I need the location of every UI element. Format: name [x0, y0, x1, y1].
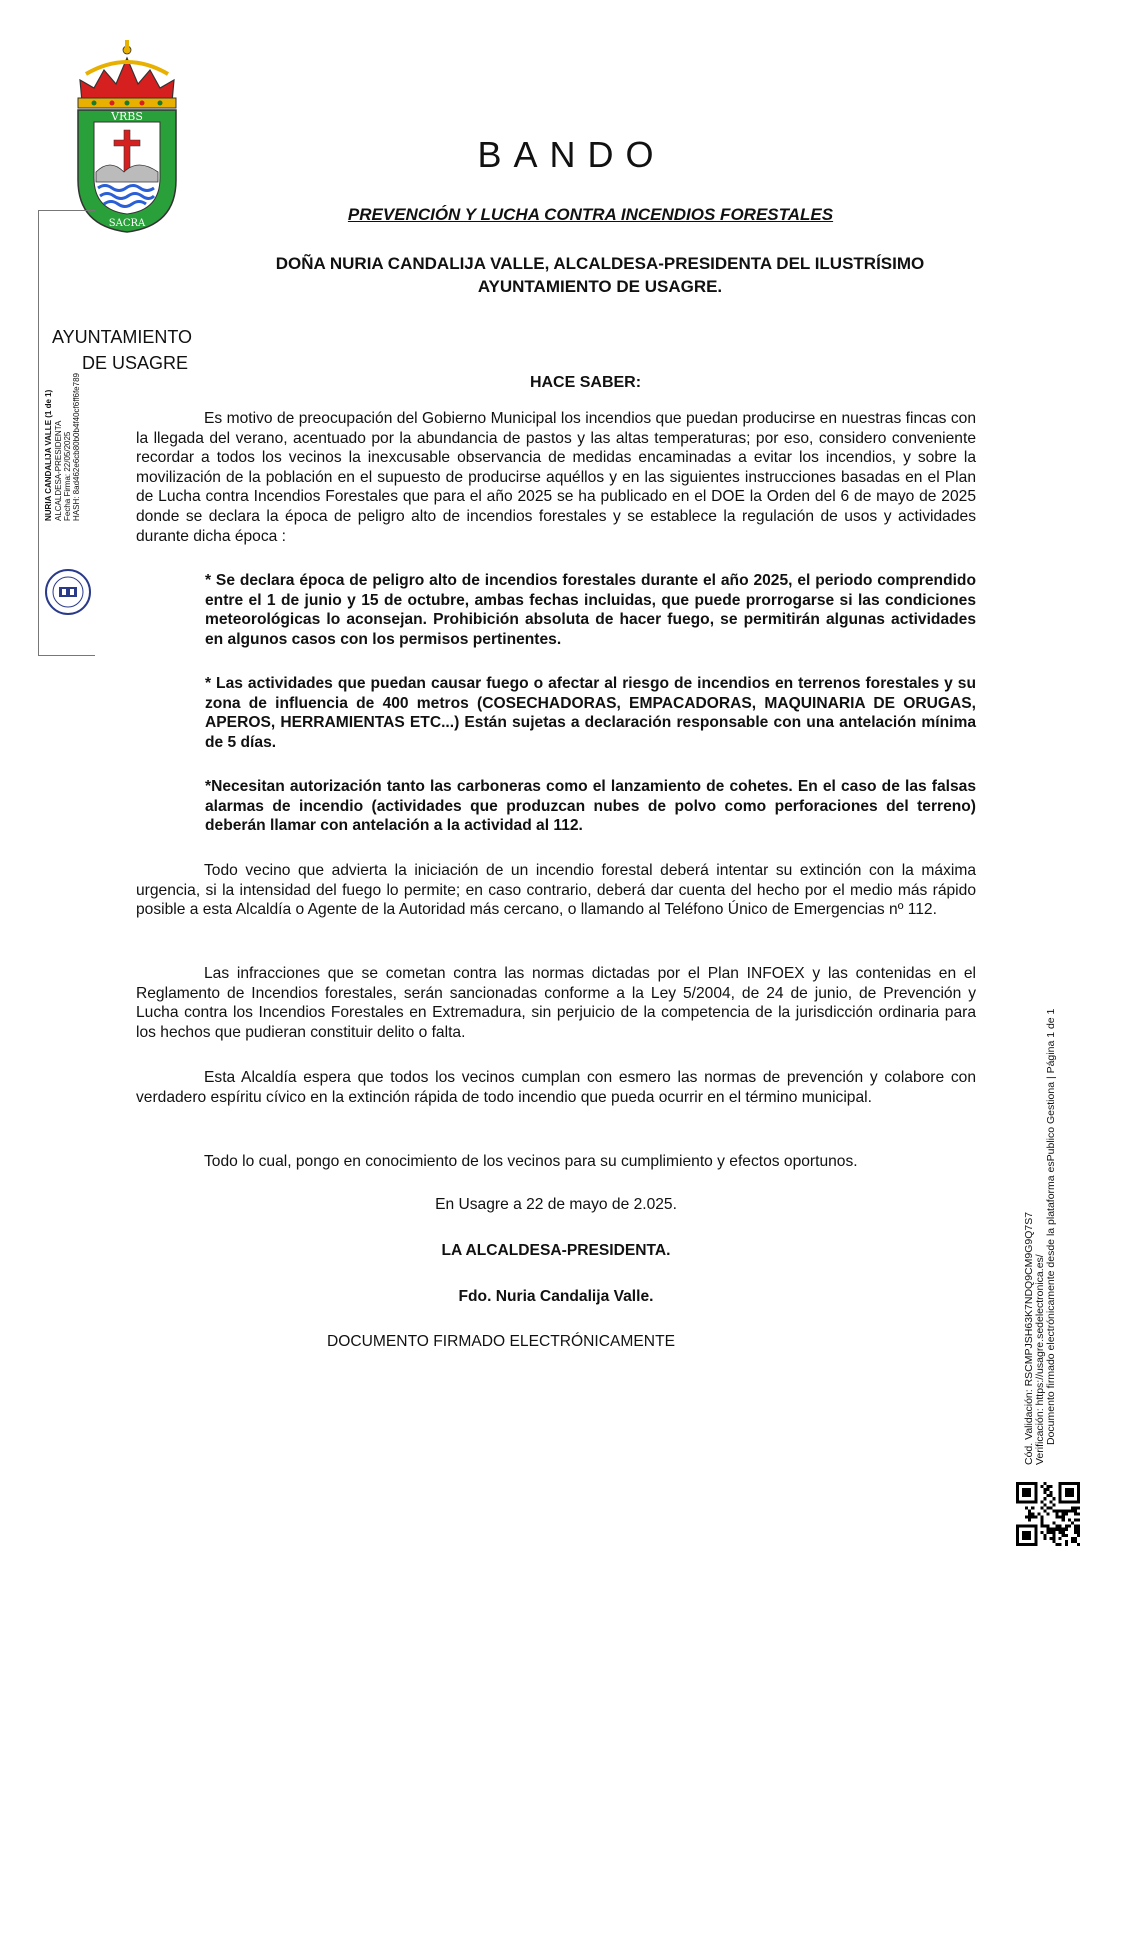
- hace-saber-heading: HACE SABER:: [529, 374, 642, 391]
- signer-role: ALCALDESA-PRESIDENTA: [54, 420, 63, 521]
- signer-role-closing: LA ALCALDESA-PRESIDENTA.: [441, 1242, 671, 1259]
- bullet-actividades: * Las actividades que puedan causar fuego o afectar al riesgo de incendios en terrenos forestales y su zona de influencia de 400 metros (COSECHADORAS, EMPACADORAS, MAQUINARIA DE ORUGAS, APEROS, HERRAMIENTAS ETC...) Están sujetas a declaración responsable con una antelación mínima de 5 días.: [205, 675, 976, 751]
- mayor-heading: DOÑA NURIA CANDALIJA VALLE, ALCALDESA-PRESIDENTA DEL ILUSTRÍSIMO AYUNTAMIENTO DE USAGRE.: [275, 254, 925, 296]
- paragraph-infracciones: Las infracciones que se cometan contra las normas dictadas por el Plan INFOEX y las contenidas en el Reglamento de Incendios forestales, serán sancionadas conforme a la Ley 5/2004, de 24 de junio, de Prevención y Lucha contra los Incendios Forestales en Extremadura, sin perjuicio de la competencia de la jurisdicción ordinaria para los hechos que pudieran constituir delito o falta.: [136, 965, 976, 1041]
- platform-note: Documento firmado electrónicamente desde la plataforma esPublico Gestiona | Página 1 de 1: [1045, 1008, 1057, 1445]
- signature-date: Fecha Firma: 22/05/2025: [63, 431, 72, 521]
- qr-code-icon[interactable]: [1016, 1482, 1080, 1546]
- place-date: En Usagre a 22 de mayo de 2.025.: [435, 1196, 677, 1213]
- paragraph-vecino: Todo vecino que advierta la iniciación de un incendio forestal deberá intentar su extinción con la máxima urgencia, si la intensidad del fuego lo permite; en caso contrario, deberá dar cuenta del hecho por el medio más rápido posible a esta Alcaldía o Agente de la Autoridad más cercano, o llamando al Teléfono Único de Emergencias nº 112.: [136, 862, 976, 919]
- paragraph-alcaldia: Esta Alcaldía espera que todos los vecinos cumplan con esmero las normas de prevención y colabore con verdadero espíritu cívico en la extinción rápida de todo incendio que pueda ocurrir en el término municipal.: [136, 1069, 976, 1106]
- electronic-signature-note: DOCUMENTO FIRMADO ELECTRÓNICAMENTE: [327, 1333, 675, 1350]
- document-title: BANDO: [477, 134, 666, 175]
- signer-name: NURIA CANDALIJA VALLE (1 de 1): [44, 389, 53, 521]
- signed-by: Fdo. Nuria Candalija Valle.: [458, 1288, 654, 1305]
- intro-paragraph: Es motivo de preocupación del Gobierno Municipal los incendios que puedan producirse en nuestras fincas con la llegada del verano, acentuado por la abundancia de pastos y las altas temperaturas; por eso, considero conveniente recordar a todos los vecinos la inexcusable observancia de medidas encaminadas a evitar los incendios, y sobre la movilización de la población en el supuesto de producirse aquéllos y en las siguientes instrucciones basadas en el Plan de Lucha contra Incendios Forestales que para el año 2025 se ha publicado en el DOE la Orden del 6 de mayo de 2025 donde se declara la época de peligro alto de incendios forestales y se establece la regulación de usos y actividades durante dicha época :: [136, 410, 976, 545]
- official-seal-icon: [44, 568, 92, 616]
- crest-text-bottom: SACRA: [108, 218, 146, 229]
- paragraph-conocimiento: Todo lo cual, pongo en conocimiento de los vecinos para su cumplimiento y efectos oportunos.: [204, 1153, 858, 1170]
- ayuntamiento-label: AYUNTAMIENTO DE USAGRE: [52, 327, 193, 373]
- signature-hash: HASH: 8ad462e6cb80b0b4f40cf6ff6fe789: [72, 373, 81, 521]
- validation-code: Cód. Validación: RSCMPJSH63K7NDQ9CM9G9Q7S7: [1023, 1211, 1035, 1465]
- crest-text-top: VRBS: [111, 110, 143, 123]
- bullet-autorizacion: *Necesitan autorización tanto las carboneras como el lanzamiento de cohetes. En el caso de las falsas alarmas de incendio (actividades que produzcan nubes de polvo como perforaciones del terreno) deberán llamar con antelación a la actividad al 112.: [205, 778, 976, 835]
- document-subtitle: PREVENCIÓN Y LUCHA CONTRA INCENDIOS FORESTALES: [347, 205, 834, 224]
- verification-url[interactable]: Verificación: https://usagre.sedelectronica.es/: [1034, 1254, 1046, 1465]
- bullet-peligro-alto: * Se declara época de peligro alto de incendios forestales durante el año 2025, el periodo comprendido entre el 1 de junio y 15 de octubre, ambas fechas incluidas, que puede prorrogarse si las condiciones meteorológicas lo aconsejan. Prohibición absoluta de hacer fuego, se permitirán algunas actividades en algunos casos con los permisos pertinentes.: [205, 572, 976, 648]
